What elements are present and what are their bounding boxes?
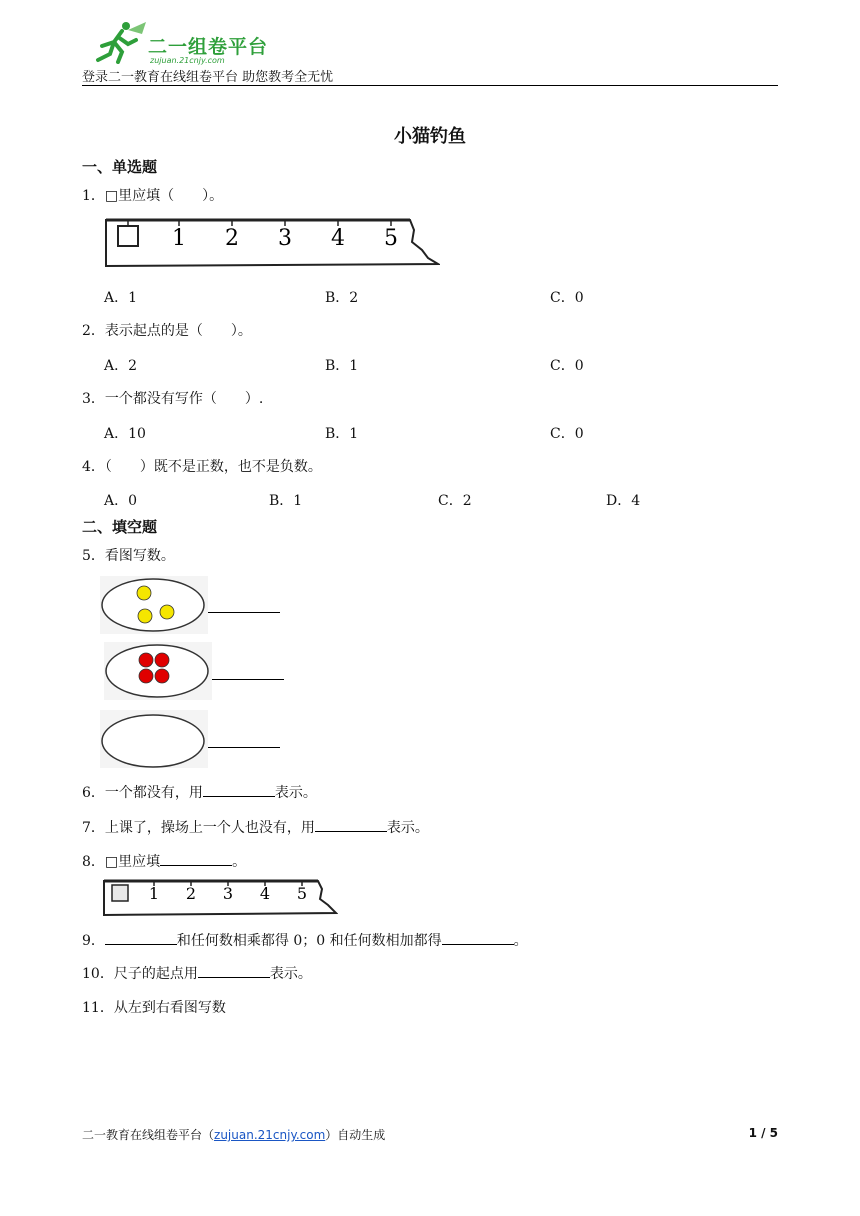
- footer-link[interactable]: zujuan.21cnjy.com: [214, 1128, 326, 1142]
- question-11: 11．从左到右看图写数: [82, 1000, 226, 1016]
- q9-text-pre: 9．: [82, 933, 105, 949]
- ruler-tick-label: 4: [259, 884, 271, 903]
- ruler-tick-label: 3: [222, 884, 234, 903]
- counter-dot: [139, 653, 153, 667]
- footer-post: ）自动生成: [325, 1128, 386, 1142]
- q9-blank-1[interactable]: [105, 930, 177, 945]
- logo-subtitle: zujuan.21cnjy.com: [150, 56, 225, 65]
- q7-blank[interactable]: [315, 817, 387, 832]
- page-number: 1 / 5: [748, 1126, 778, 1140]
- q1-option-a[interactable]: A．1: [104, 290, 138, 306]
- section-fill-in: 二、填空题: [82, 518, 158, 536]
- question-1: 1．□里应填（ ）。: [82, 188, 224, 204]
- q8-text-post: 。: [232, 854, 247, 870]
- q6-text-pre: 6．一个都没有，用: [82, 785, 203, 801]
- ruler-blank-box: [112, 885, 128, 901]
- question-9: [82, 930, 528, 950]
- counter-dot: [138, 609, 152, 623]
- ruler-tick-label: 5: [384, 226, 398, 251]
- question-3: 3．一个都没有写作（ ）.: [82, 391, 264, 407]
- ruler-tick-label: 2: [225, 226, 239, 251]
- question-6: [82, 782, 317, 802]
- q4-option-d[interactable]: D．4: [606, 493, 641, 509]
- q4-option-c[interactable]: C．2: [438, 493, 472, 509]
- question-5: 5．看图写数。: [82, 548, 175, 564]
- header-divider: [82, 85, 778, 86]
- ruler-tick-label: 1: [148, 884, 160, 903]
- q8-text-pre: 8．□里应填: [82, 854, 161, 870]
- q10-text-pre: 10．尺子的起点用: [82, 966, 198, 982]
- q2-option-c[interactable]: C．0: [550, 358, 584, 374]
- q3-option-a[interactable]: A．10: [104, 426, 146, 442]
- counter-dot: [139, 669, 153, 683]
- counter-dot: [155, 669, 169, 683]
- ruler-tick-label: 4: [331, 226, 345, 251]
- q10-text-post: 表示。: [269, 966, 312, 982]
- q9-text-mid: 和任何数相乘都得 0；0 和任何数相加都得: [176, 933, 442, 949]
- q4-option-a[interactable]: A．0: [104, 493, 138, 509]
- logo-runner-icon: [92, 20, 148, 64]
- question-7: [82, 817, 429, 837]
- footer-text: [82, 1126, 385, 1143]
- q1-option-c[interactable]: C．0: [550, 290, 584, 306]
- q5-blank-2[interactable]: [212, 665, 284, 680]
- question-8: [82, 851, 246, 871]
- ruler-tick-label: 2: [185, 884, 197, 903]
- q6-text-post: 表示。: [274, 785, 317, 801]
- ruler-tick-label: 1: [172, 226, 186, 251]
- q2-option-b[interactable]: B．1: [325, 358, 359, 374]
- ruler-tick-label: 3: [278, 226, 292, 251]
- question-4: 4．（ ）既不是正数，也不是负数。: [82, 459, 322, 475]
- page-title: 小猫钓鱼: [394, 126, 466, 147]
- counter-dot: [155, 653, 169, 667]
- q7-text-post: 表示。: [386, 820, 429, 836]
- ruler-image-q1: [104, 214, 440, 270]
- section-single-choice: 一、单选题: [82, 158, 158, 176]
- q4-option-b[interactable]: B．1: [269, 493, 303, 509]
- q5-blank-1[interactable]: [208, 598, 280, 613]
- q6-blank[interactable]: [203, 782, 275, 797]
- oval-empty-image: [100, 710, 208, 768]
- q7-text-pre: 7．上课了，操场上一个人也没有，用: [82, 820, 315, 836]
- header-slogan: 登录二一教育在线组卷平台 助您教考全无忧: [82, 70, 334, 85]
- counter-dot: [137, 586, 151, 600]
- oval-yellow-dots-image: [100, 576, 208, 634]
- q9-blank-2[interactable]: [442, 930, 514, 945]
- q3-option-c[interactable]: C．0: [550, 426, 584, 442]
- logo-text: 二一组卷平台: [148, 36, 269, 58]
- ruler-image-q8: [102, 877, 338, 919]
- oval-red-dots-image: [104, 642, 212, 700]
- ruler-tick-label: 5: [296, 884, 308, 903]
- q5-blank-3[interactable]: [208, 733, 280, 748]
- q1-option-b[interactable]: B．2: [325, 290, 359, 306]
- question-2: 2．表示起点的是（ ）。: [82, 323, 252, 339]
- q10-blank[interactable]: [198, 963, 270, 978]
- question-10: [82, 963, 312, 983]
- q8-blank[interactable]: [160, 851, 232, 866]
- q9-text-post: 。: [513, 933, 528, 949]
- counter-dot: [160, 605, 174, 619]
- q3-option-b[interactable]: B．1: [325, 426, 359, 442]
- q2-option-a[interactable]: A．2: [104, 358, 138, 374]
- footer-pre: 二一教育在线组卷平台（: [82, 1128, 215, 1142]
